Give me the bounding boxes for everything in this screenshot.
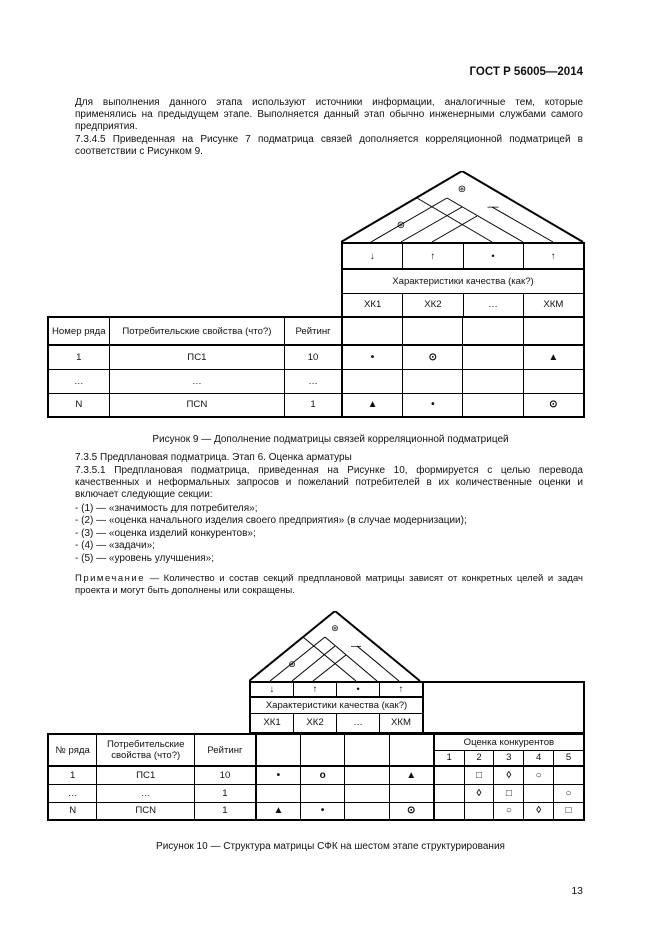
competitor-number: 1: [434, 750, 464, 766]
fig9-relation-table: [47, 316, 585, 418]
direction-cell: ↑: [403, 243, 463, 269]
figure-9-caption: Рисунок 9 — Дополнение подматрицы связей корреляционной подматрицей: [152, 434, 509, 445]
quality-header: Характеристики качества (как?): [250, 697, 423, 713]
fig9-roof-symbol: ⊛: [396, 220, 406, 231]
document-header: ГОСТ Р 56005—2014: [469, 66, 583, 78]
fig10-relation-table: [47, 733, 585, 821]
qc-label: ХК1: [342, 293, 403, 317]
fig9-quality-table: [341, 242, 585, 318]
table-row: N ПСN 1 ▲ • ⊙: [48, 393, 584, 417]
table-row: 1 ПС1 10 • ⊙ ▲: [48, 345, 584, 369]
table-row: … … …: [48, 369, 584, 393]
direction-cell: ↑: [523, 243, 584, 269]
col-header: Потребительские свойства (что?): [109, 317, 285, 345]
competitors-header: Оценка конкурентов: [434, 734, 584, 750]
quality-header: Характеристики качества (как?): [342, 269, 584, 293]
list-item: - (3) — «оценка изделий конкурентов»;: [75, 527, 256, 539]
list-item: - (2) — «оценка начального изделия своего предприятия» (в случае модернизации);: [75, 515, 467, 527]
paragraph-3: 7.3.5.1 Предплановая подматрица, приведенная на Рисунке 10, формируется с целью перевода качественных и неформальных запросов и пожеланий потребителей в их количественные оценки и включает следующие секции:: [75, 465, 583, 501]
col-header: № ряда: [48, 734, 97, 766]
list-item: - (4) — «задачи»;: [75, 540, 155, 552]
col-header: Рейтинг: [285, 317, 342, 345]
fig9-roof-symbol: ⊛: [457, 184, 467, 195]
qc-label: ХКМ: [523, 293, 584, 317]
competitor-number: 5: [554, 750, 584, 766]
note: Примечание — Количество и состав секций предплановой матрицы зависят от конкретных целей и задач проекта и могут быть дополнены или сокращены.: [75, 573, 583, 597]
sections-list: [75, 503, 467, 565]
list-item: - (5) — «уровень улучшения»;: [75, 552, 215, 564]
paragraph-2: 7.3.4.5 Приведенная на Рисунке 7 подматрица связей дополняется корреляционной подматрицей в соответствии с Рисунком 9.: [75, 134, 583, 158]
qc-label: ХКМ: [380, 713, 424, 733]
col-header: Номер ряда: [48, 317, 109, 345]
fig10-roof-symbol: ⊛: [331, 623, 339, 633]
fig10-roof-symbol: —: [351, 641, 361, 652]
qc-label: …: [463, 293, 523, 317]
qc-label: ХК1: [250, 713, 294, 733]
table-row: N ПСN 1 ▲ • ⊙ ○ ◊ □: [48, 802, 584, 820]
table-row: … … 1 ◊ □ ○: [48, 784, 584, 802]
direction-cell: •: [337, 682, 380, 697]
qc-label: …: [337, 713, 380, 733]
fig9-roof-symbol: —: [487, 201, 499, 213]
section-heading: 7.3.5 Предплановая подматрица. Этап 6. Оценка арматуры: [75, 452, 352, 463]
table-row: 1 ПС1 10 • o ▲ □ ◊ ○: [48, 766, 584, 784]
competitor-number: 4: [524, 750, 554, 766]
competitor-number: 3: [494, 750, 524, 766]
list-item: - (1) — «значимость для потребителя»;: [75, 503, 258, 514]
paragraph-1: Для выполнения данного этапа используют источники информации, аналогичные тем, которые применялись на предыдущем этапе. Выполняется данный этап обычно инженерными службами самого предприятия.: [75, 97, 583, 133]
fig10-correlation-roof: [249, 611, 421, 682]
fig9-correlation-roof: [341, 171, 584, 243]
fig10-roof-symbol: ⊛: [288, 659, 296, 669]
figure-10-caption: Рисунок 10 — Структура матрицы СФК на шестом этапе структурирования: [156, 841, 505, 852]
qc-label: ХК2: [403, 293, 463, 317]
direction-cell: ↓: [342, 243, 403, 269]
direction-cell: ↓: [250, 682, 294, 697]
qc-label: ХК2: [294, 713, 337, 733]
competitor-number: 2: [464, 750, 494, 766]
direction-cell: ↑: [294, 682, 337, 697]
direction-cell: •: [463, 243, 523, 269]
fig10-quality-table: [249, 681, 585, 734]
col-header: Рейтинг: [195, 734, 256, 766]
direction-cell: ↑: [380, 682, 424, 697]
col-header: Потребительские свойства (что?): [97, 734, 195, 766]
page-number: 13: [571, 885, 583, 897]
